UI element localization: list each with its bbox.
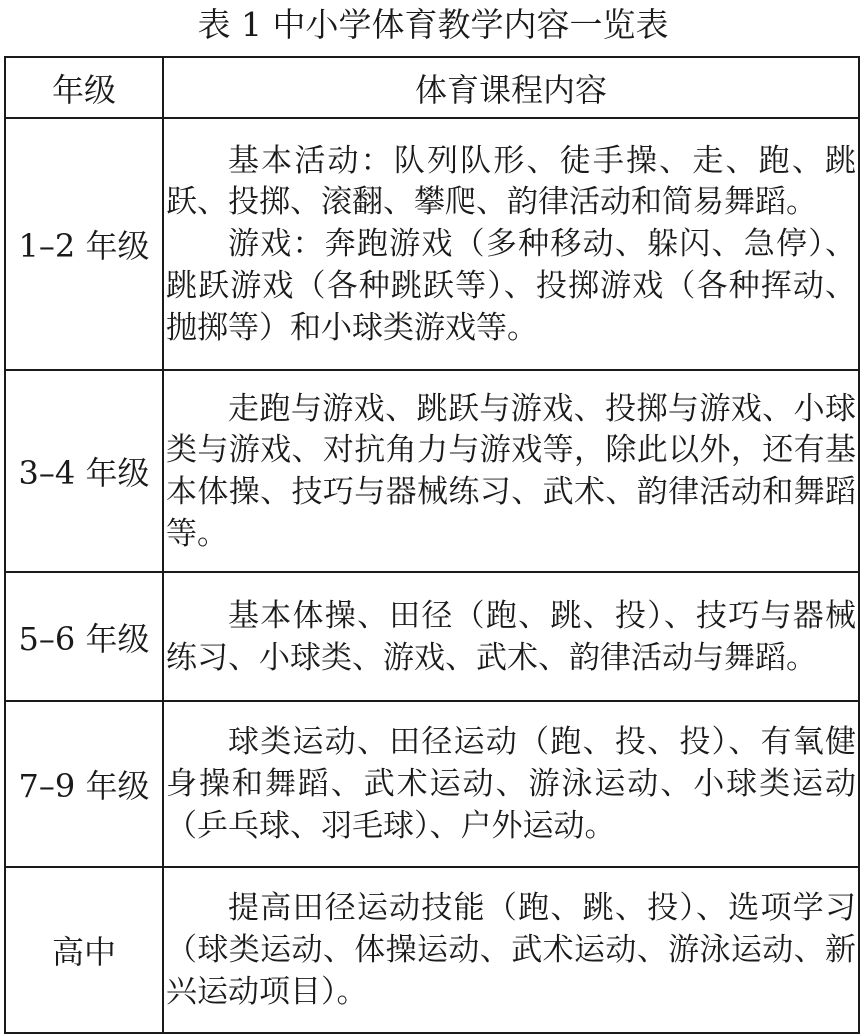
content-paragraph: 球类运动、田径运动（跑、投、投）、有氧健身操和舞蹈、武术运动、游泳运动、小球类运动（乒乓球、羽毛球）、户外运动。	[166, 724, 856, 844]
grade-cell: 3–4 年级	[5, 370, 163, 572]
content-cell	[163, 867, 859, 1033]
content-paragraph: 基本活动：队列队形、徒手操、走、跑、跳跃、投掷、滚翻、攀爬、韵律活动和简易舞蹈。	[166, 142, 856, 221]
content-paragraph: 游戏：奔跑游戏（多种移动、躲闪、急停）、跳跃游戏（各种跳跃等）、投掷游戏（各种挥动、抛掷等）和小球类游戏等。	[166, 226, 856, 346]
content-paragraph: 走跑与游戏、跳跃与游戏、投掷与游戏、小球类与游戏、对抗角力与游戏等，除此以外，还有基本体操、技巧与器械练习、武术、韵律活动和舞蹈等。	[166, 390, 856, 552]
table-row	[5, 572, 859, 701]
table-row	[5, 867, 859, 1033]
header-content: 体育课程内容	[163, 57, 859, 118]
table-caption: 表 1 中小学体育教学内容一览表	[197, 5, 669, 44]
content-cell	[163, 118, 859, 370]
table-row	[5, 118, 859, 370]
header-grade: 年级	[5, 57, 163, 118]
grade-cell: 1–2 年级	[5, 118, 163, 370]
grade-cell: 7–9 年级	[5, 701, 163, 867]
table-row	[5, 370, 859, 572]
table-header-row	[5, 57, 859, 118]
content-cell	[163, 701, 859, 867]
table-row	[5, 701, 859, 867]
content-cell	[163, 370, 859, 572]
content-paragraph: 提高田径运动技能（跑、跳、投）、选项学习（球类运动、体操运动、武术运动、游泳运动、新兴运动项目）。	[166, 890, 856, 1010]
grade-cell: 高中	[5, 867, 163, 1033]
content-cell	[163, 572, 859, 701]
grade-cell: 5–6 年级	[5, 572, 163, 701]
content-paragraph: 基本体操、田径（跑、跳、投）、技巧与器械练习、小球类、游戏、武术、韵律活动与舞蹈。	[166, 597, 856, 676]
pe-content-table	[4, 56, 860, 1034]
